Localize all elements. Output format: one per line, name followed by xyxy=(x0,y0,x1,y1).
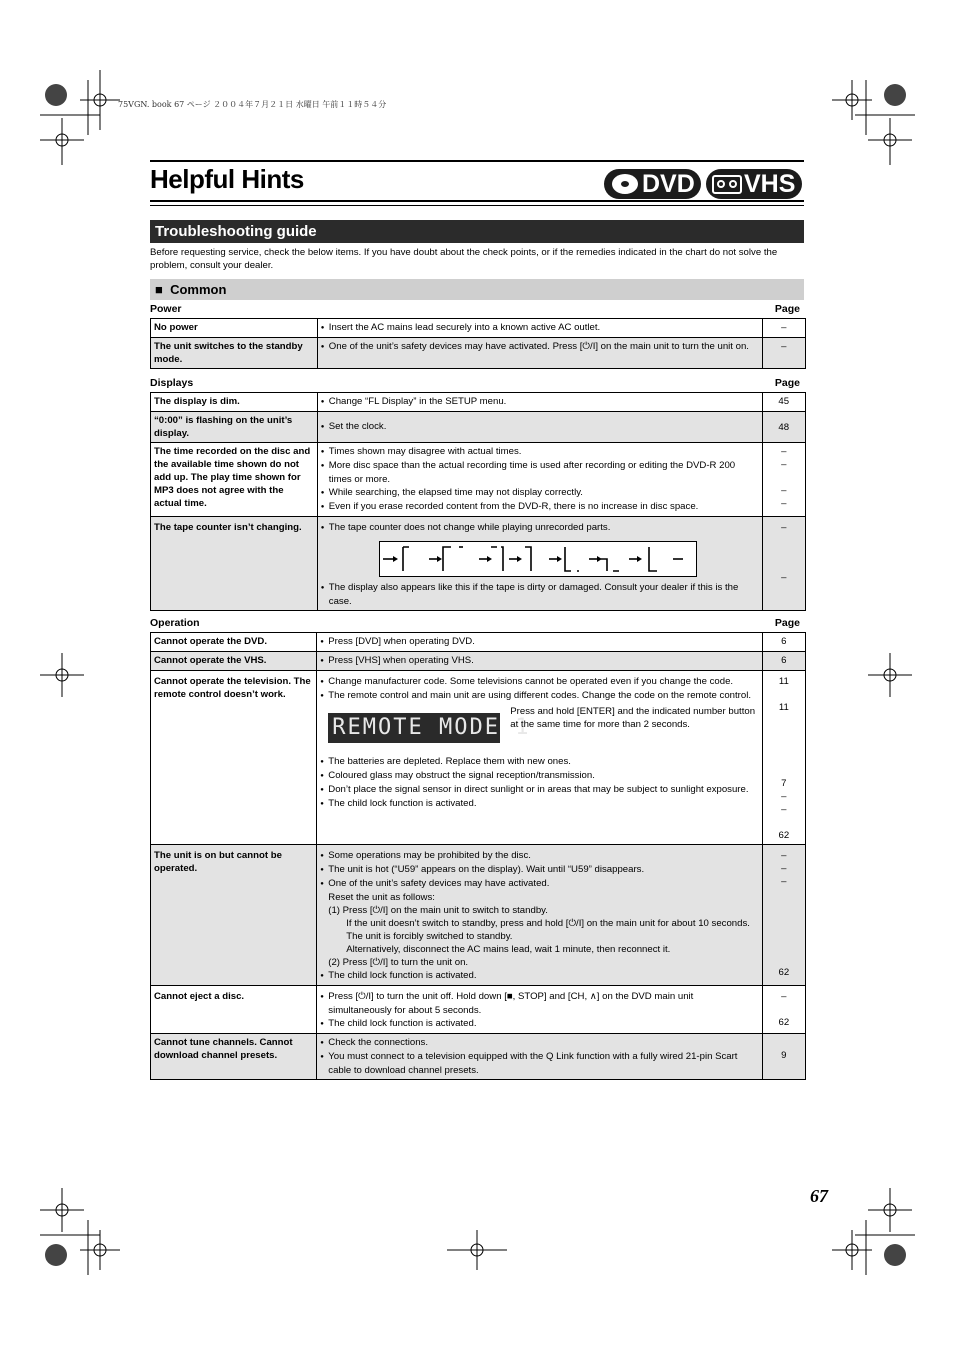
page-ref: – xyxy=(781,876,787,887)
page-cell xyxy=(762,1034,805,1080)
remedy-item: ● While searching, the elapsed time may not display correctly. xyxy=(321,486,759,500)
page-ref: 11 xyxy=(778,702,789,713)
problem-cell: The tape counter isn’t changing. xyxy=(151,517,318,611)
page-cell xyxy=(762,986,805,1034)
remedy-item: ● Coloured glass may obstruct the signal reception/transmission. xyxy=(320,769,758,783)
table-row xyxy=(151,633,806,652)
operation-table xyxy=(150,632,806,1080)
table-row xyxy=(151,412,806,443)
page-ref: – xyxy=(781,572,787,583)
page-col-label: Page xyxy=(774,303,800,315)
page-ref: – xyxy=(781,850,787,861)
power-table xyxy=(150,318,806,369)
page-ref: – xyxy=(781,791,787,802)
page-cell xyxy=(762,671,805,845)
page-cell xyxy=(762,845,805,986)
remedy-item: ● Insert the AC mains lead securely into a known active AC outlet. xyxy=(321,321,759,335)
reset-step: (1) Press [⏻/I] on the main unit to switch to standby. xyxy=(328,905,548,916)
cassette-icon xyxy=(710,171,744,197)
page-col-label: Page xyxy=(774,377,800,389)
page-ref: – xyxy=(781,804,787,815)
remote-mode-display: REMOTE MODE 1 xyxy=(328,713,500,743)
table-row xyxy=(151,319,806,338)
table-row xyxy=(151,443,806,517)
remedy-item: ● Press [VHS] when operating VHS. xyxy=(320,654,758,668)
disc-icon xyxy=(608,171,642,197)
page-cell xyxy=(762,517,805,611)
title-rule xyxy=(150,160,804,162)
remedy-item: ● The batteries are depleted. Replace them with new ones. xyxy=(320,755,758,769)
remedy-cell xyxy=(317,319,762,338)
reset-step: Alternatively, disconnect the AC mains lead, wait 1 minute, then reconnect it. xyxy=(346,944,671,955)
page-number: 67 xyxy=(810,1186,828,1206)
page-ref: 62 xyxy=(778,830,790,841)
problem-cell: The display is dim. xyxy=(151,393,318,412)
dvd-badge xyxy=(604,169,701,199)
table-row xyxy=(151,517,806,611)
group-label-power: Power xyxy=(150,303,182,315)
section-title: Troubleshooting guide xyxy=(150,220,804,243)
remedy-cell xyxy=(317,845,762,986)
page-cell: 45 xyxy=(762,393,805,412)
problem-cell: No power xyxy=(151,319,318,338)
remedy-item: ● The unit is hot (“U59” appears on the display). Wait until “U59” disappears. xyxy=(320,863,758,877)
remedy-item: ● Check the connections. xyxy=(320,1036,758,1050)
remedy-cell xyxy=(317,652,762,671)
group-label-displays: Displays xyxy=(150,377,194,389)
problem-cell: Cannot tune channels. Cannot download channel presets. xyxy=(151,1034,317,1080)
remedy-cell xyxy=(317,338,762,369)
problem-cell: The time recorded on the disc and the available time shown do not add up. The play time shown for MP3 does not agree with the actual time. xyxy=(151,443,318,517)
group-label-operation: Operation xyxy=(150,617,200,629)
remedy-item: ● Set the clock. xyxy=(321,420,759,434)
vhs-badge-label: VHS xyxy=(744,170,796,198)
page-cell: 48 xyxy=(762,412,805,443)
dvd-badge-label: DVD xyxy=(642,170,695,198)
problem-cell: Cannot eject a disc. xyxy=(151,986,317,1034)
page-title: Helpful Hints xyxy=(150,164,304,194)
remedy-item: ● Some operations may be prohibited by the disc. xyxy=(320,849,758,863)
page-ref: 9 xyxy=(781,1050,787,1061)
reset-step: (2) Press [⏻/I] to turn the unit on. xyxy=(328,957,469,968)
title-rule xyxy=(150,205,804,206)
remedy-item: ● The child lock function is activated. xyxy=(320,797,758,811)
remedy-item: ● The display also appears like this if the tape is dirty or damaged. Consult your dealer if this is the case. xyxy=(321,581,759,608)
table-row xyxy=(151,986,806,1034)
table-row xyxy=(151,671,806,845)
tape-counter-display xyxy=(379,541,697,577)
displays-table xyxy=(150,392,806,611)
page-ref: 62 xyxy=(778,1017,790,1028)
page-ref: – xyxy=(781,485,787,496)
page-ref: – xyxy=(781,991,787,1002)
remedy-item: ● The tape counter does not change while playing unrecorded parts. xyxy=(321,521,759,535)
reset-step: If the unit doesn’t switch to standby, press and hold [⏻/I] on the main unit for about 10 seconds. The unit is forcibly switched to standby. xyxy=(346,918,750,942)
remedy-item: ● More disc space than the actual recording time is used after recording or editing the DVD-R 200 times or more. xyxy=(321,459,759,486)
table-row xyxy=(151,1034,806,1080)
remote-note: Press and hold [ENTER] and the indicated number button at the same time for more than 2 seconds. xyxy=(510,706,756,730)
page-ref: 11 xyxy=(778,676,789,687)
page-ref: – xyxy=(781,446,787,457)
remedy-item: ● Times shown may disagree with actual times. xyxy=(321,445,759,459)
intro-text: Before requesting service, check the below items. If you have doubt about the check points, or if the remedies indicated in the chart do not solve the problem, consult your dealer. xyxy=(150,247,778,271)
remedy-item: ● One of the unit’s safety devices may have activated. xyxy=(320,877,758,891)
remedy-item: ● The child lock function is activated. xyxy=(320,969,758,983)
remedy-cell xyxy=(317,517,762,611)
problem-cell: Cannot operate the DVD. xyxy=(151,633,317,652)
remedy-item: ● Change “FL Display” in the SETUP menu. xyxy=(321,395,759,409)
table-row xyxy=(151,393,806,412)
problem-cell: The unit is on but cannot be operated. xyxy=(151,845,317,986)
page-cell: – xyxy=(762,319,805,338)
remedy-cell xyxy=(317,393,762,412)
remedy-item: ● Change manufacturer code. Some televisions cannot be operated even if you change the code. xyxy=(320,675,758,689)
vhs-badge xyxy=(706,169,802,199)
remedy-item: ● Press [⏻/I] to turn the unit off. Hold down [■, STOP] and [CH, ∧] on the DVD main unit simultaneously for about 5 seconds. xyxy=(320,990,758,1017)
remedy-item: ● Even if you erase recorded content from the DVD-R, there is no increase in disc space. xyxy=(321,500,759,514)
problem-cell: The unit switches to the standby mode. xyxy=(151,338,318,369)
remedy-cell xyxy=(317,412,762,443)
remedy-item: ● Press [DVD] when operating DVD. xyxy=(320,635,758,649)
problem-cell: “0:00” is flashing on the unit’s display. xyxy=(151,412,318,443)
subsection-title-text: Common xyxy=(170,282,227,297)
remedy-cell xyxy=(317,986,762,1034)
page-cell: – xyxy=(762,338,805,369)
problem-cell: Cannot operate the VHS. xyxy=(151,652,317,671)
page-ref xyxy=(766,1036,802,1049)
remedy-item: ● The remote control and main unit are using different codes. Change the code on the remote control. xyxy=(320,689,758,703)
subsection-title: ■ Common xyxy=(150,279,804,300)
page-cell: 6 xyxy=(762,633,805,652)
page-ref: – xyxy=(781,459,787,470)
reset-step: Reset the unit as follows: xyxy=(328,892,435,903)
remedy-item: ● One of the unit’s safety devices may have activated. Press [⏻/I] on the main unit to turn the unit on. xyxy=(321,340,759,354)
title-rule xyxy=(150,200,804,202)
page-ref: 7 xyxy=(781,778,787,789)
table-row xyxy=(151,338,806,369)
remedy-item: ● The child lock function is activated. xyxy=(320,1017,758,1031)
remedy-cell xyxy=(317,1034,762,1080)
page-cell xyxy=(762,443,805,517)
remedy-item: ● Don’t place the signal sensor in direct sunlight or in areas that may be subject to sunlight exposure. xyxy=(320,783,758,797)
problem-cell: Cannot operate the television. The remote control doesn’t work. xyxy=(151,671,317,845)
page-cell: 6 xyxy=(762,652,805,671)
table-row xyxy=(151,845,806,986)
page-ref: 62 xyxy=(778,967,790,978)
page-ref: – xyxy=(781,522,787,533)
page-ref: – xyxy=(781,863,787,874)
page-col-label: Page xyxy=(774,617,800,629)
remedy-item: ● You must connect to a television equipped with the Q Link function with a fully wired 21-pin Scart cable to download channel presets. xyxy=(320,1050,758,1077)
remedy-cell xyxy=(317,633,762,652)
table-row xyxy=(151,652,806,671)
page-ref: – xyxy=(781,498,787,509)
print-header-note: 75VGN. book 67 ページ ２００４年７月２１日 水曜日 午前１１時５４分 xyxy=(118,100,387,109)
remedy-cell xyxy=(317,443,762,517)
remedy-cell xyxy=(317,671,762,845)
